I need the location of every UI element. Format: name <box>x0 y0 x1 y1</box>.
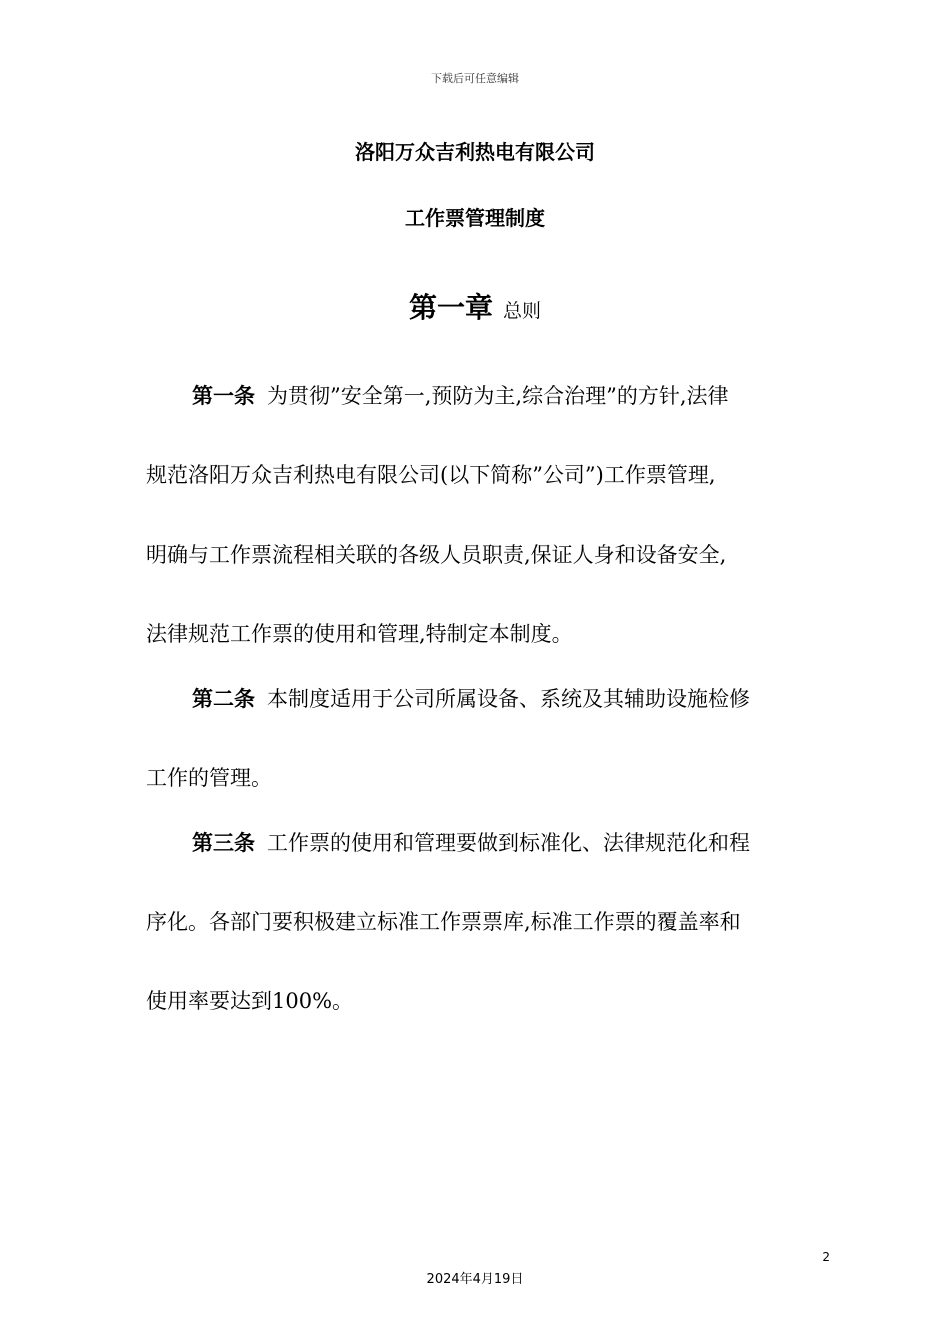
article-2-line-2: 工作的管理。 <box>146 766 272 790</box>
footer-date: 2024年4月19日 <box>426 1272 524 1287</box>
article-2-label: 第二条 <box>192 687 255 711</box>
article-3-text: 工作票的使用和管理要做到标准化、法律规范化和程 <box>267 831 750 855</box>
chapter-heading <box>0 286 950 326</box>
article-2-line-1 <box>192 684 826 714</box>
company-title: 洛阳万众吉利热电有限公司 <box>355 140 595 164</box>
page-number: 2 <box>822 1250 830 1264</box>
article-1-line-2: 规范洛阳万众吉利热电有限公司(以下简称”公司”)工作票管理, <box>146 463 716 487</box>
article-1-line-4: 法律规范工作票的使用和管理,特制定本制度。 <box>146 622 573 646</box>
chapter-number: 第一章 <box>408 291 493 324</box>
chapter-name: 总则 <box>503 300 542 322</box>
header-note: 下载后可任意编辑 <box>431 72 519 85</box>
article-1-text: 为贯彻”安全第一,预防为主,综合治理”的方针,法律 <box>267 384 729 408</box>
article-1-line-3: 明确与工作票流程相关联的各级人员职责,保证人身和设备安全, <box>146 543 727 567</box>
article-3-line-3: 使用率要达到100%。 <box>146 989 354 1013</box>
article-1-line-1 <box>192 381 826 411</box>
article-1-label: 第一条 <box>192 384 255 408</box>
article-3-line-2: 序化。各部门要积极建立标准工作票票库,标准工作票的覆盖率和 <box>146 910 741 934</box>
article-3-label: 第三条 <box>192 831 255 855</box>
article-3-line-1 <box>192 828 826 858</box>
article-2-text: 本制度适用于公司所属设备、系统及其辅助设施检修 <box>267 687 750 711</box>
document-title: 工作票管理制度 <box>405 206 545 230</box>
